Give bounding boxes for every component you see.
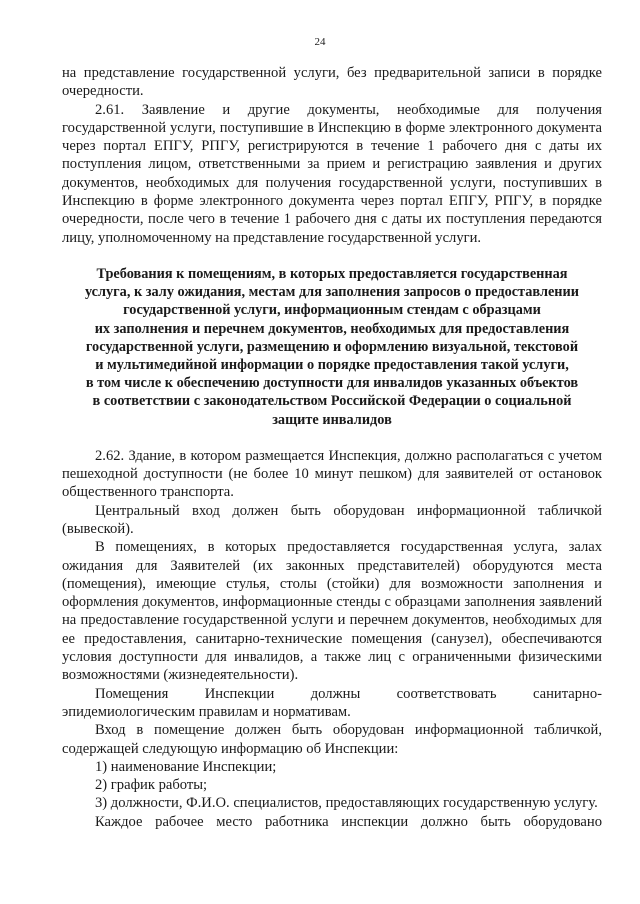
paragraph-sanitary: Помещения Инспекции должны соответствовать санитарно-эпидемиологическим правилам и нормативам. (62, 685, 602, 720)
list-item: 1) наименование Инспекции; (95, 758, 277, 775)
heading-line: их заполнения и перечнем документов, необходимых для предоставления (94, 320, 570, 337)
heading-line: государственной услуги, размещению и оформлению визуальной, текстовой (85, 338, 579, 355)
heading-line: Требования к помещениям, в которых предоставляется государственная (96, 265, 568, 282)
list-item: 3) должности, Ф.И.О. специалистов, предоставляющих государственную услугу. (95, 795, 598, 812)
page-number: 24 (314, 36, 326, 48)
heading-line: защите инвалидов (272, 411, 392, 428)
paragraph-premises: В помещениях, в которых предоставляется государственная услуга, залах ожидания для Заявителей (их законных представителей) оборудуются места (помещения), имеющие стулья, столы (стойки) для возможности заполнения и оформления документов, информационные стенды с образцами заполнения заявлений на предоставление государственной услуги и перечнем документов, необходимых для ее предоставления, санитарно-технические помещения (санузел), обеспечиваются условия доступности для инвалидов, а также лиц с ограниченными физическими возможностями (жизнедеятельности). (62, 539, 602, 684)
heading-line: и мультимедийной информации о порядке предоставления такой услуги, (95, 356, 569, 373)
paragraph-entrance-sign: Вход в помещение должен быть оборудован информационной табличкой, содержащей следующую информацию об Инспекции: (62, 722, 602, 757)
heading-line: услуга, к залу ожидания, местам для заполнения запросов о предоставлении (84, 284, 580, 301)
section-heading (62, 265, 602, 429)
list-item: 2) график работы; (95, 777, 208, 794)
paragraph-continuation: на представление государственной услуги, без предварительной записи в порядке очередности. (62, 65, 602, 100)
paragraph-2-62: 2.62. Здание, в котором размещается Инспекция, должно располагаться с учетом пешеходной доступности (не более 10 минут пешком) для заявителей от остановок общественного транспорта. (62, 447, 602, 501)
heading-line: в том числе к обеспечению доступности для инвалидов указанных объектов (85, 375, 579, 392)
heading-line: государственной услуги, информационным стендам с образцами (123, 302, 541, 319)
heading-line: в соответствии с законодательством Российской Федерации о социальной (92, 393, 572, 410)
paragraph-2-61: 2.61. Заявление и другие документы, необходимые для получения государственной услуги, поступившие в Инспекцию в форме электронного документа через портал ЕПГУ, РПГУ, регистрируются в течение 1 рабочего дня с даты их поступления лицом, ответственными за прием и регистрацию заявления и других документов, необходимых для получения государственной услуги, поступивших в Инспекцию в форме электронного документа через портал ЕПГУ, РПГУ, в порядке очередности, после чего в течение 1 рабочего дня с даты их поступления передаются лицу, уполномоченному на представление государственной услуги. (62, 101, 602, 246)
paragraph-central-entrance: Центральный вход должен быть оборудован информационной табличкой (вывеской). (62, 502, 602, 537)
paragraph-workplace: Каждое рабочее место работника инспекции должно быть оборудовано (95, 813, 602, 830)
document-body (62, 64, 602, 831)
